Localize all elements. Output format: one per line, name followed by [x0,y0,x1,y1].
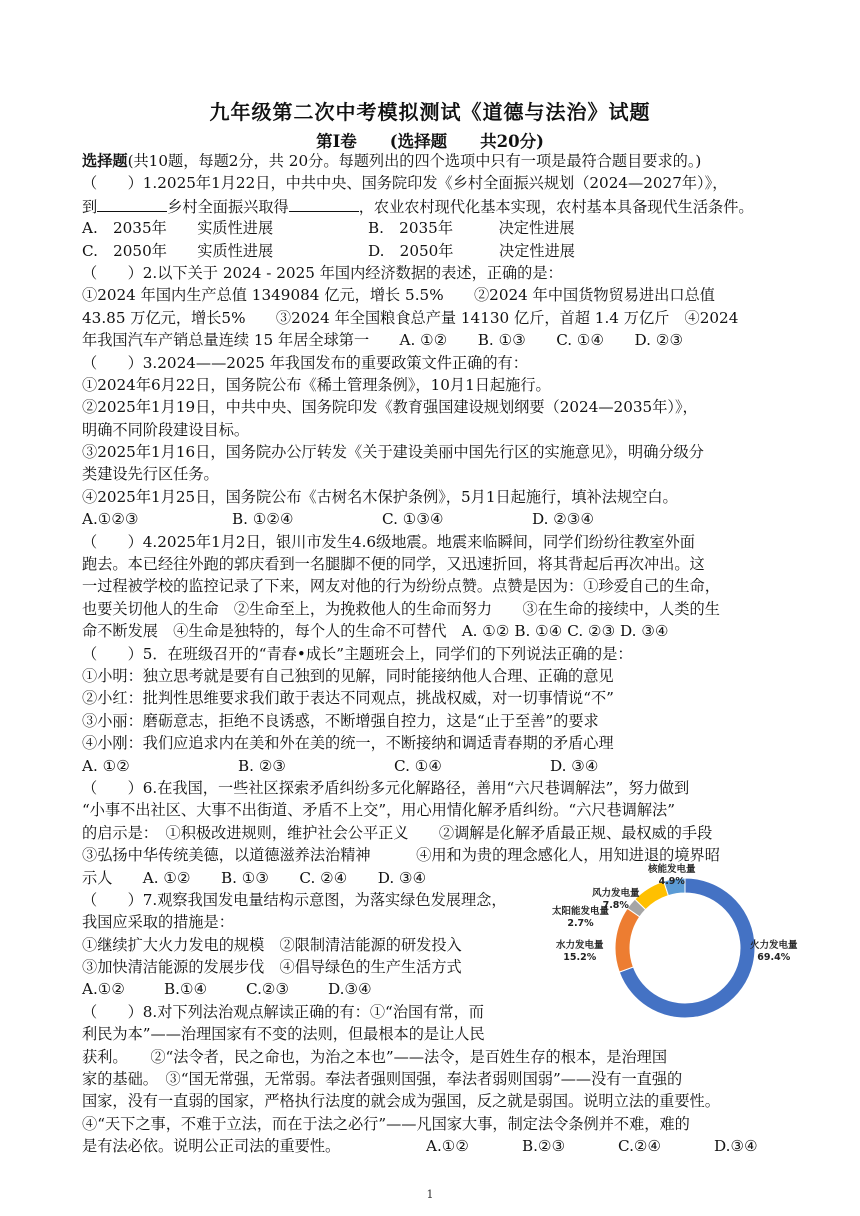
q2-stem: （ ）2.以下关于 2024 - 2025 年国内经济数据的表述，正确的是： [82,263,563,282]
label-hydro [556,940,604,964]
q6-line-5: 示人 A. ①② B. ①③ C. ②④ D. ③④ [82,868,427,887]
q2-line-2: ①2024 年国内生产总值 1349084 亿元，增长 5.5% ②2024 年中国货物贸易进出口总值 [82,286,715,305]
slice-hydro [615,908,640,972]
label-solar [552,906,609,930]
q1-options-row-1 [82,217,802,239]
q3-option-b: B. ①②④ [232,510,294,529]
q1-text-a: 到 [82,197,98,216]
q5-options [82,755,802,777]
page-number: 1 [426,1188,434,1201]
q7-line-3: ①继续扩大火力发电的规模 ②限制清洁能源的研发投入 [82,935,462,954]
q4-stem: （ ）4.2025年1月2日，银川市发生4.6级地震。地震来临瞬间，同学们纷纷往教室外面 [82,532,695,551]
label-hydro-name: 水力发电量 [556,940,604,951]
q1-option-a: A. 2035年 实质性进展 [82,219,274,238]
q5-line-3: ②小红：批判性思维要求我们敢于表达不同观点，挑战权威，对一切事情说“不” [82,689,614,708]
q8-line-5: 国家，没有一直弱的国家，严格执行法度的就会成为强国，反之就是弱国。说明立法的重要性。 [82,1092,720,1111]
q4-line-3: 一过程被学校的监控记录了下来，网友对他的行为纷纷点赞。点赞是因为：①珍爱自己的生命， [82,577,720,596]
label-wind-value: 7.8% [602,900,629,911]
q1-options-row-2 [82,240,802,262]
q3-line-3: ②2025年1月19日，中共中央、国务院印发《教育强国建设规划纲要（2024—2035年）》， [82,398,698,417]
label-hydro-value: 15.2% [563,952,597,963]
power-generation-chart [552,862,814,1020]
q3-options [82,508,802,530]
label-nuclear [648,864,696,888]
q1-blank-1 [97,195,167,212]
q8-line-4: 家的基础。 ③“国无常强，无常弱。奉法者强则国强，奉法者弱则国弱”——没有一直强的 [82,1070,683,1089]
q3-line-6: 类建设先行区任务。 [82,465,219,484]
label-thermal-value: 69.4% [757,952,791,963]
q3-line-7: ④2025年1月25日，国务院公布《古树名木保护条例》，5月1日起施行，填补法规空白。 [82,487,678,506]
q8-line-7: 是有法必依。说明公正司法的重要性。 [82,1137,341,1156]
q8-line-3: 获利。 ②“法令者，民之命也，为治之本也”——法令，是百姓生存的根本，是治理国 [82,1047,668,1066]
q5-line-5: ④小刚：我们应追求内在美和外在美的统一，不断接纳和调适青春期的矛盾心理 [82,734,614,753]
q8-option-a: A.①② [426,1137,470,1156]
q4-line-2: 跑去。本已经往外跑的郭庆看到一名腿脚不便的同学，又迅速折回，将其背起后再次冲出。这 [82,555,705,574]
q2-line-3: 43.85 万亿元，增长5% ③2024 年全国粮食总产量 14130 亿斤，首超 1.4 万亿斤 ④2024 [82,308,739,327]
q8-line-6: ④“天下之事，不难于立法，而在于法之必行”——凡国家大事，制定法令条例并不难，难的 [82,1114,690,1133]
q1-stem-2 [82,195,802,217]
q7-line-2: 我国应采取的措施是： [82,913,234,932]
q4-line-5: 命不断发展 ④生命是独特的，每个人的生命不可替代 A. ①② B. ①④ C. ②③ D. ③④ [82,622,669,641]
q2-line-4: 年我国汽车产销总量连续 15 年居全球第一 A. ①② B. ①③ C. ①④ D. ②③ [82,331,684,350]
q5-option-b: B. ②③ [238,756,287,775]
q6-line-4: ③弘扬中华传统美德，以道德滋养法治精神 ④用和为贵的理念感化人，用知进退的境界昭 [82,846,720,865]
q3-line-4: 明确不同阶段建设目标。 [82,420,250,439]
q1-blank-2 [289,195,359,212]
label-thermal [750,940,798,964]
q5-option-c: C. ①④ [394,756,442,775]
instructions-text: (共10题，每题2分，共 20分。每题列出的四个选项中只有一项是最符合题目要求的。) [127,152,702,170]
q1-text-c: ，农业农村现代化基本实现，农村基本具备现代生活条件。 [358,197,754,216]
q7-line-4: ③加快清洁能源的发展步伐 ④倡导绿色的生产生活方式 [82,958,462,977]
q8-option-d: D.③④ [714,1137,758,1156]
q8-option-c: C.②④ [618,1137,662,1156]
q7-option-d: D.③④ [328,980,372,999]
q7-stem: （ ）7.观察我国发电量结构示意图，为落实绿色发展理念， [82,890,507,909]
q6-line-2: “小事不出社区、大事不出街道、矛盾不上交”，用心用情化解矛盾纠纷。“六尺巷调解法” [82,801,675,820]
label-solar-name: 太阳能发电量 [552,906,610,917]
label-wind-name: 风力发电量 [592,888,640,899]
q7-option-a: A.①② [82,980,126,999]
q3-line-2: ①2024年6月22日，国务院公布《稀土管理条例》，10月1日起施行。 [82,375,551,394]
q6-stem: （ ）6.在我国，一些社区探索矛盾纠纷多元化解路径，善用“六尺巷调解法”，努力做到 [82,778,690,797]
label-thermal-name: 火力发电量 [750,940,798,951]
instructions [82,150,802,172]
q4-line-4: 也要关切他人的生命 ②生命至上，为挽救他人的生命而努力 ③在生命的接续中，人类的生 [82,599,720,618]
q1-option-b: B. 2035年 决定性进展 [368,219,575,238]
q1-option-d: D. 2050年 决定性进展 [368,241,575,260]
instructions-label: 选择题 [82,152,128,170]
q3-option-a: A.①②③ [82,510,139,529]
q6-line-3: 的启示是： ①积极改进规则，维护社会公平正义 ②调解是化解矛盾最正规、最权威的手段 [82,823,713,842]
q1-stem: （ ）1.2025年1月22日，中共中央、国务院印发《乡村全面振兴规划（2024—2027年）》， [82,174,728,193]
q3-option-c: C. ①③④ [382,510,444,529]
q1-option-c: C. 2050年 实质性进展 [82,241,274,260]
q7-option-b: B.①④ [164,980,208,999]
label-nuclear-name: 核能发电量 [648,864,696,875]
q5-option-d: D. ③④ [550,756,599,775]
q8-line-2: 利民为本”——治理国家有不变的法则，但最根本的是让人民 [82,1025,485,1044]
q7-option-c: C.②③ [246,980,290,999]
q8-stem: （ ）8.对下列法治观点解读正确的有：①“治国有常，而 [82,1002,484,1021]
label-nuclear-value: 4.9% [658,876,685,887]
q8-option-b: B.②③ [522,1137,566,1156]
q5-line-4: ③小丽：磨砺意志，拒绝不良诱惑，不断增强自控力，这是“止于至善”的要求 [82,711,599,730]
q3-stem: （ ）3.2024——2025 年我国发布的重要政策文件正确的有： [82,353,528,372]
section-subtitle: 第Ⅰ卷 (选择题 共20分) [316,132,544,151]
q8-last-line [82,1135,802,1157]
label-solar-value: 2.7% [567,918,594,929]
q1-text-b: 乡村全面振兴取得 [167,197,289,216]
exam-title: 九年级第二次中考模拟测试《道德与法治》试题 [209,100,651,124]
q5-line-2: ①小明：独立思考就是要有自己独到的见解，同时能接纳他人合理、正确的意见 [82,666,614,685]
q3-line-5: ③2025年1月16日，国务院办公厅转发《关于建设美丽中国先行区的实施意见》，明确分级分 [82,443,704,462]
q3-option-d: D. ②③④ [532,510,595,529]
q5-stem: （ ）5．在班级召开的“青春•成长”主题班会上，同学们的下列说法正确的是： [82,644,633,663]
q5-option-a: A. ①② [82,756,130,775]
